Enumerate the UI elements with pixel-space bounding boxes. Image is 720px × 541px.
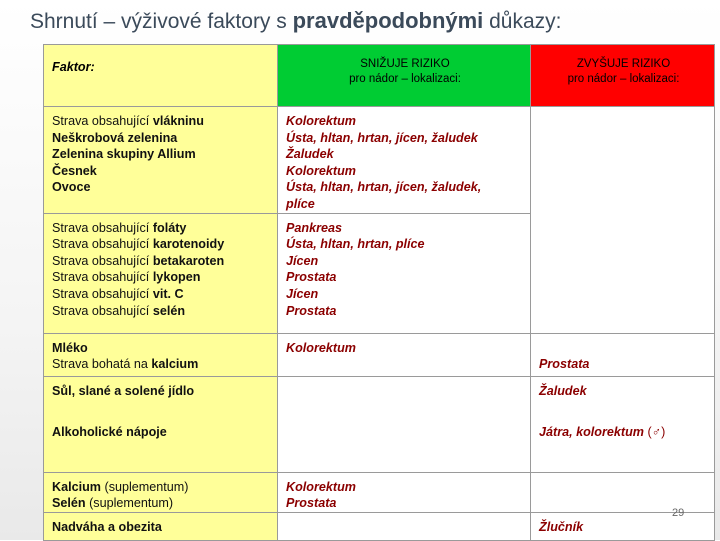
factor-line: Zelenina skupiny Allium <box>52 147 196 162</box>
increases-cell <box>531 472 715 512</box>
reduces-site: Jícen <box>286 253 319 268</box>
header-increases-risk <box>531 45 715 107</box>
factor-line <box>52 286 271 303</box>
factor-line: Ovoce <box>52 180 91 195</box>
reduces-site: Ústa, hltan, hrtan, jícen, žaludek, <box>286 180 482 195</box>
table-row <box>44 107 715 214</box>
reduces-site: Ústa, hltan, hrtan, plíce <box>286 237 425 252</box>
spacer <box>52 399 271 415</box>
increases-cell <box>531 107 715 334</box>
factor-text: Strava obsahující <box>52 253 153 268</box>
increases-cell <box>531 376 715 472</box>
factor-line <box>52 269 271 286</box>
increases-site: Prostata <box>539 356 590 371</box>
slide-number: 29 <box>672 507 685 519</box>
factor-line <box>52 113 271 130</box>
reduces-cell <box>278 107 531 214</box>
reduces-cell <box>278 472 531 512</box>
factor-cell <box>44 333 278 376</box>
factor-cell <box>44 472 278 512</box>
factor-line: Mléko <box>52 340 88 355</box>
reduces-site: Prostata <box>286 270 337 285</box>
factor-bold: vlákninu <box>152 114 204 128</box>
table-header-row <box>44 45 715 107</box>
reduces-site: Žaludek <box>286 147 334 162</box>
reduces-site: Jícen <box>286 286 319 301</box>
increases-line <box>539 424 708 441</box>
factor-cell <box>44 107 278 214</box>
header-increases-line2: pro nádor – lokalizaci: <box>567 73 680 85</box>
reduces-cell <box>278 213 531 333</box>
factor-line: Sůl, slané a solené jídlo <box>52 383 195 398</box>
factor-line: Neškrobová zelenina <box>52 130 178 145</box>
factor-text: Strava obsahující <box>52 286 153 301</box>
reduces-site: Prostata <box>286 303 337 318</box>
factor-bold: Kalcium <box>52 479 101 494</box>
factor-bold: Selén <box>52 496 86 511</box>
factor-bold: selén <box>152 303 186 318</box>
increases-cell <box>531 512 715 540</box>
reduces-cell <box>278 333 531 376</box>
factor-text: (suplementum) <box>85 496 174 511</box>
title-prefix: Shrnutí – výživové faktory s <box>30 10 293 33</box>
header-factor-label: Faktor: <box>52 60 95 74</box>
reduces-cell <box>278 376 531 472</box>
header-reduces-risk <box>278 45 531 107</box>
factor-line <box>52 220 271 237</box>
factor-bold: foláty <box>152 220 187 235</box>
factor-line <box>52 479 271 496</box>
factor-cell <box>44 213 278 333</box>
table-row <box>44 333 715 376</box>
increases-cell <box>531 333 715 376</box>
factor-line: Alkoholické nápoje <box>52 425 167 440</box>
reduces-site: plíce <box>286 196 315 211</box>
reduces-site: Prostata <box>286 496 337 511</box>
header-increases-line1: ZVYŠUJE RIZIKO <box>576 58 671 70</box>
header-factor <box>44 45 278 107</box>
title-suffix: důkazy: <box>483 10 562 33</box>
factor-cell <box>44 512 278 540</box>
reduces-site: Kolorektum <box>286 479 356 494</box>
spacer <box>52 415 271 424</box>
reduces-site: Kolorektum <box>286 163 356 178</box>
factor-bold: karotenoidy <box>152 237 225 252</box>
factor-line: Česnek <box>52 163 97 178</box>
header-reduces-line1: SNIŽUJE RIZIKO <box>360 58 450 70</box>
nutrition-factors-table <box>43 44 715 541</box>
table-row <box>44 376 715 472</box>
increases-site: Žlučník <box>539 519 584 534</box>
increases-site: Žaludek <box>539 383 587 398</box>
factor-text: Strava obsahující <box>52 270 153 285</box>
spacer <box>539 399 708 415</box>
factor-line <box>52 253 271 270</box>
reduces-site: Kolorektum <box>286 340 356 355</box>
factor-line <box>52 236 271 253</box>
factor-line: Nadváha a obezita <box>52 519 162 534</box>
reduces-cell <box>278 512 531 540</box>
factor-bold: lykopen <box>152 270 201 285</box>
factor-line <box>52 495 271 512</box>
spacer <box>539 340 708 356</box>
factor-text: Strava obsahující <box>52 237 153 252</box>
reduces-site: Pankreas <box>286 220 343 235</box>
factor-text: Strava obsahující <box>52 114 153 128</box>
factor-text: Strava bohatá na <box>52 357 152 372</box>
reduces-site: Ústa, hltan, hrtan, jícen, žaludek <box>286 130 478 145</box>
factor-text: Strava obsahující <box>52 220 153 235</box>
title-emphasis: pravděpodobnými <box>292 8 484 33</box>
spacer <box>539 415 708 424</box>
factor-line <box>52 303 271 320</box>
factor-line <box>52 356 271 373</box>
reduces-site: Kolorektum <box>286 114 356 128</box>
header-reduces-line2: pro nádor – lokalizaci: <box>349 73 461 85</box>
factor-bold: vit. C <box>152 286 184 301</box>
slide-title <box>30 8 562 34</box>
table-row <box>44 512 715 540</box>
factor-text: (suplementum) <box>101 479 189 494</box>
increases-site: Játra, kolorektum <box>539 425 644 440</box>
factor-text: Strava obsahující <box>52 303 153 318</box>
factor-cell <box>44 376 278 472</box>
male-note: (♂) <box>647 425 666 440</box>
table-row <box>44 472 715 512</box>
factor-bold: betakaroten <box>152 253 225 268</box>
factor-bold: kalcium <box>151 357 199 372</box>
